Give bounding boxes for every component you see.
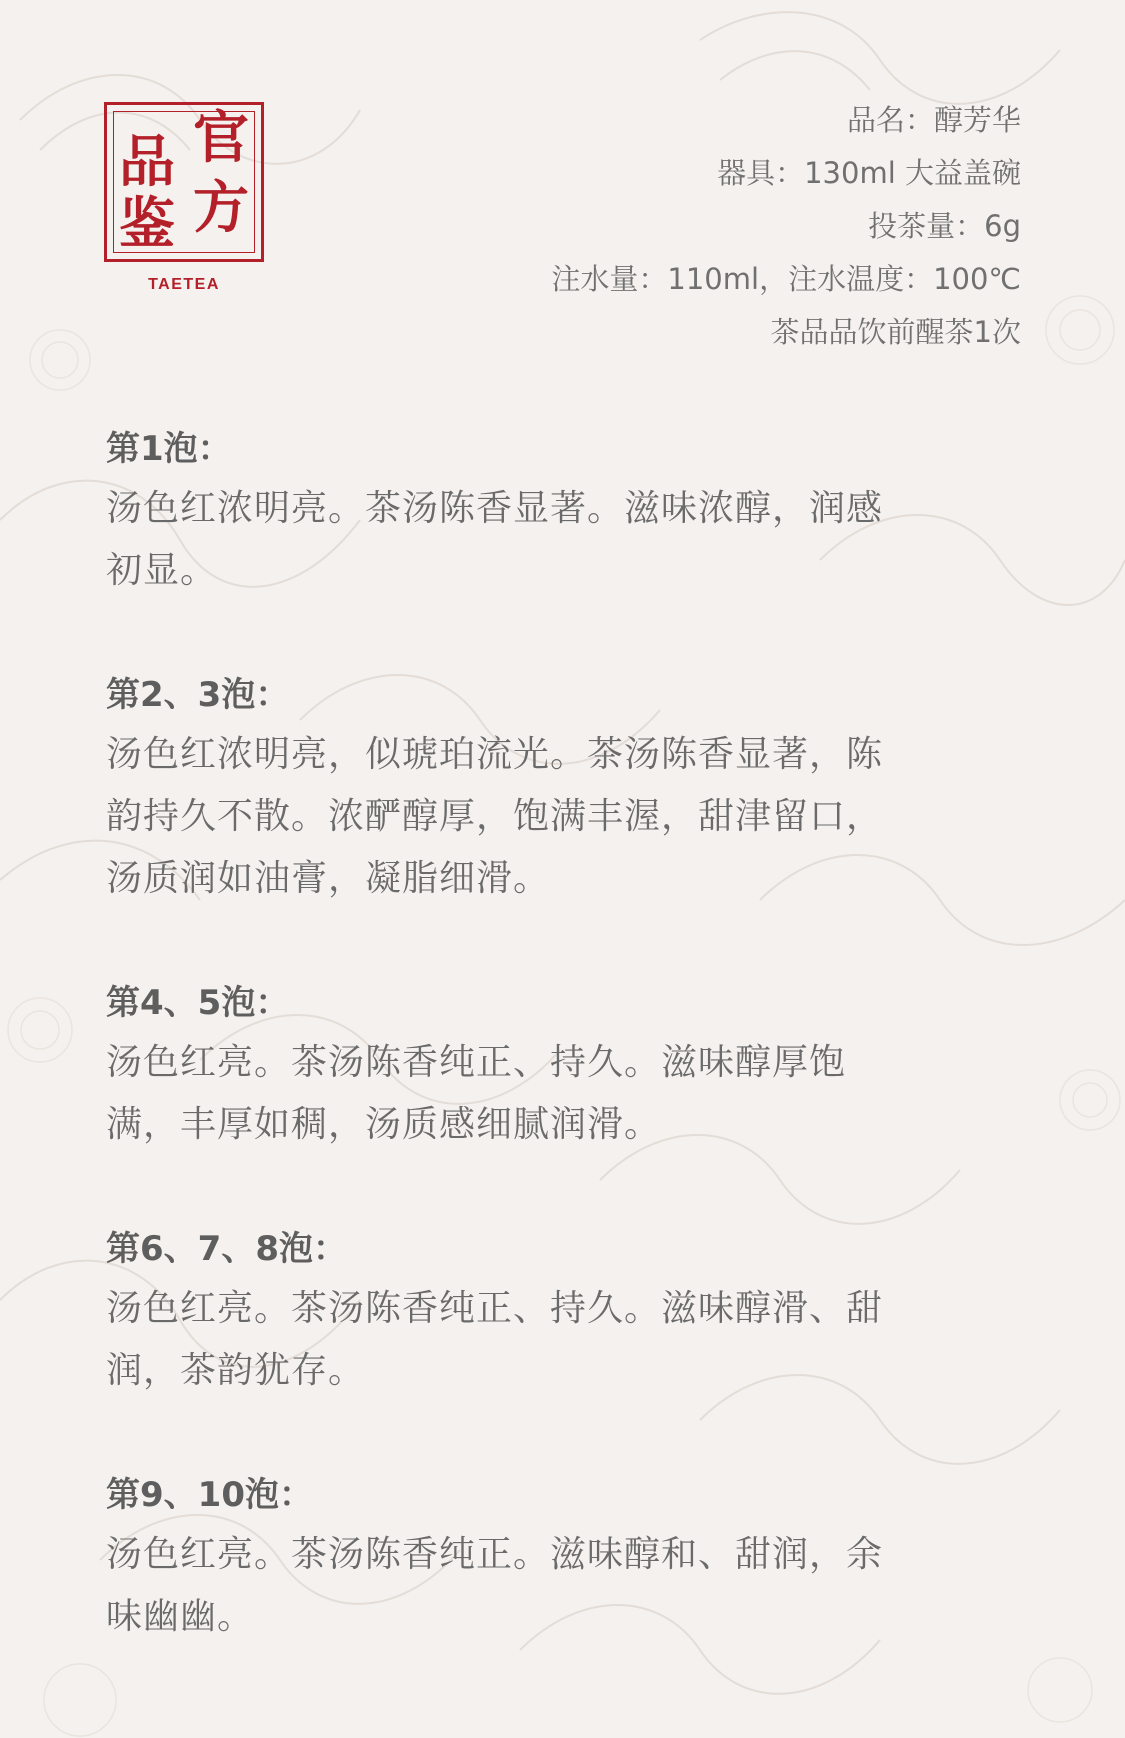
brew-section-3 <box>106 974 1022 1156</box>
body-line: 汤质润如油膏，凝脂细滑。 <box>106 858 551 899</box>
brand-seal-logo <box>104 102 264 262</box>
brew-section-4 <box>106 1220 1022 1402</box>
body-line: 汤色红亮。茶汤陈香纯正。滋味醇和、甜润，余 <box>106 1534 884 1575</box>
section-title: 第2、3泡： <box>106 675 290 715</box>
brand-name: TAETEA <box>148 276 220 293</box>
section-body <box>106 478 1022 602</box>
brew-sections <box>106 420 1022 1648</box>
body-line: 汤色红浓明亮，似琥珀流光。茶汤陈香显著，陈 <box>106 734 884 775</box>
vessel-info: 器具：130ml 大益盖碗 <box>717 156 1021 190</box>
body-line: 汤色红亮。茶汤陈香纯正、持久。滋味醇厚饱 <box>106 1042 847 1083</box>
section-body <box>106 1278 1022 1402</box>
section-title: 第4、5泡： <box>106 983 290 1023</box>
pre-wake-note: 茶品品饮前醒茶1次 <box>770 315 1021 349</box>
product-name: 品名：醇芳华 <box>846 103 1021 137</box>
tea-info-block <box>421 94 1021 359</box>
section-body <box>106 724 1022 910</box>
section-title: 第1泡： <box>106 429 232 469</box>
section-title: 第6、7、8泡： <box>106 1229 347 1269</box>
brew-section-2 <box>106 666 1022 910</box>
body-line: 润，茶韵犹存。 <box>106 1350 366 1391</box>
seal-char-2: 官 <box>193 106 249 171</box>
brew-section-5 <box>106 1466 1022 1648</box>
tea-amount: 投茶量：6g <box>868 209 1021 243</box>
seal-char-1: 品 <box>119 130 175 195</box>
brew-section-1 <box>106 420 1022 602</box>
water-info: 注水量：110ml，注水温度：100℃ <box>551 262 1021 296</box>
section-title: 第9、10泡： <box>106 1475 313 1515</box>
body-line: 汤色红浓明亮。茶汤陈香显著。滋味浓醇，润感 <box>106 488 884 529</box>
body-line: 满，丰厚如稠，汤质感细腻润滑。 <box>106 1104 662 1145</box>
body-line: 韵持久不散。浓酽醇厚，饱满丰渥，甜津留口， <box>106 796 884 837</box>
body-line: 汤色红亮。茶汤陈香纯正、持久。滋味醇滑、甜 <box>106 1288 884 1329</box>
section-body <box>106 1524 1022 1648</box>
seal-char-3: 鉴 <box>119 192 175 257</box>
seal-char-4: 方 <box>193 176 249 241</box>
body-line: 味幽幽。 <box>106 1596 255 1637</box>
body-line: 初显。 <box>106 550 218 591</box>
section-body <box>106 1032 1022 1156</box>
